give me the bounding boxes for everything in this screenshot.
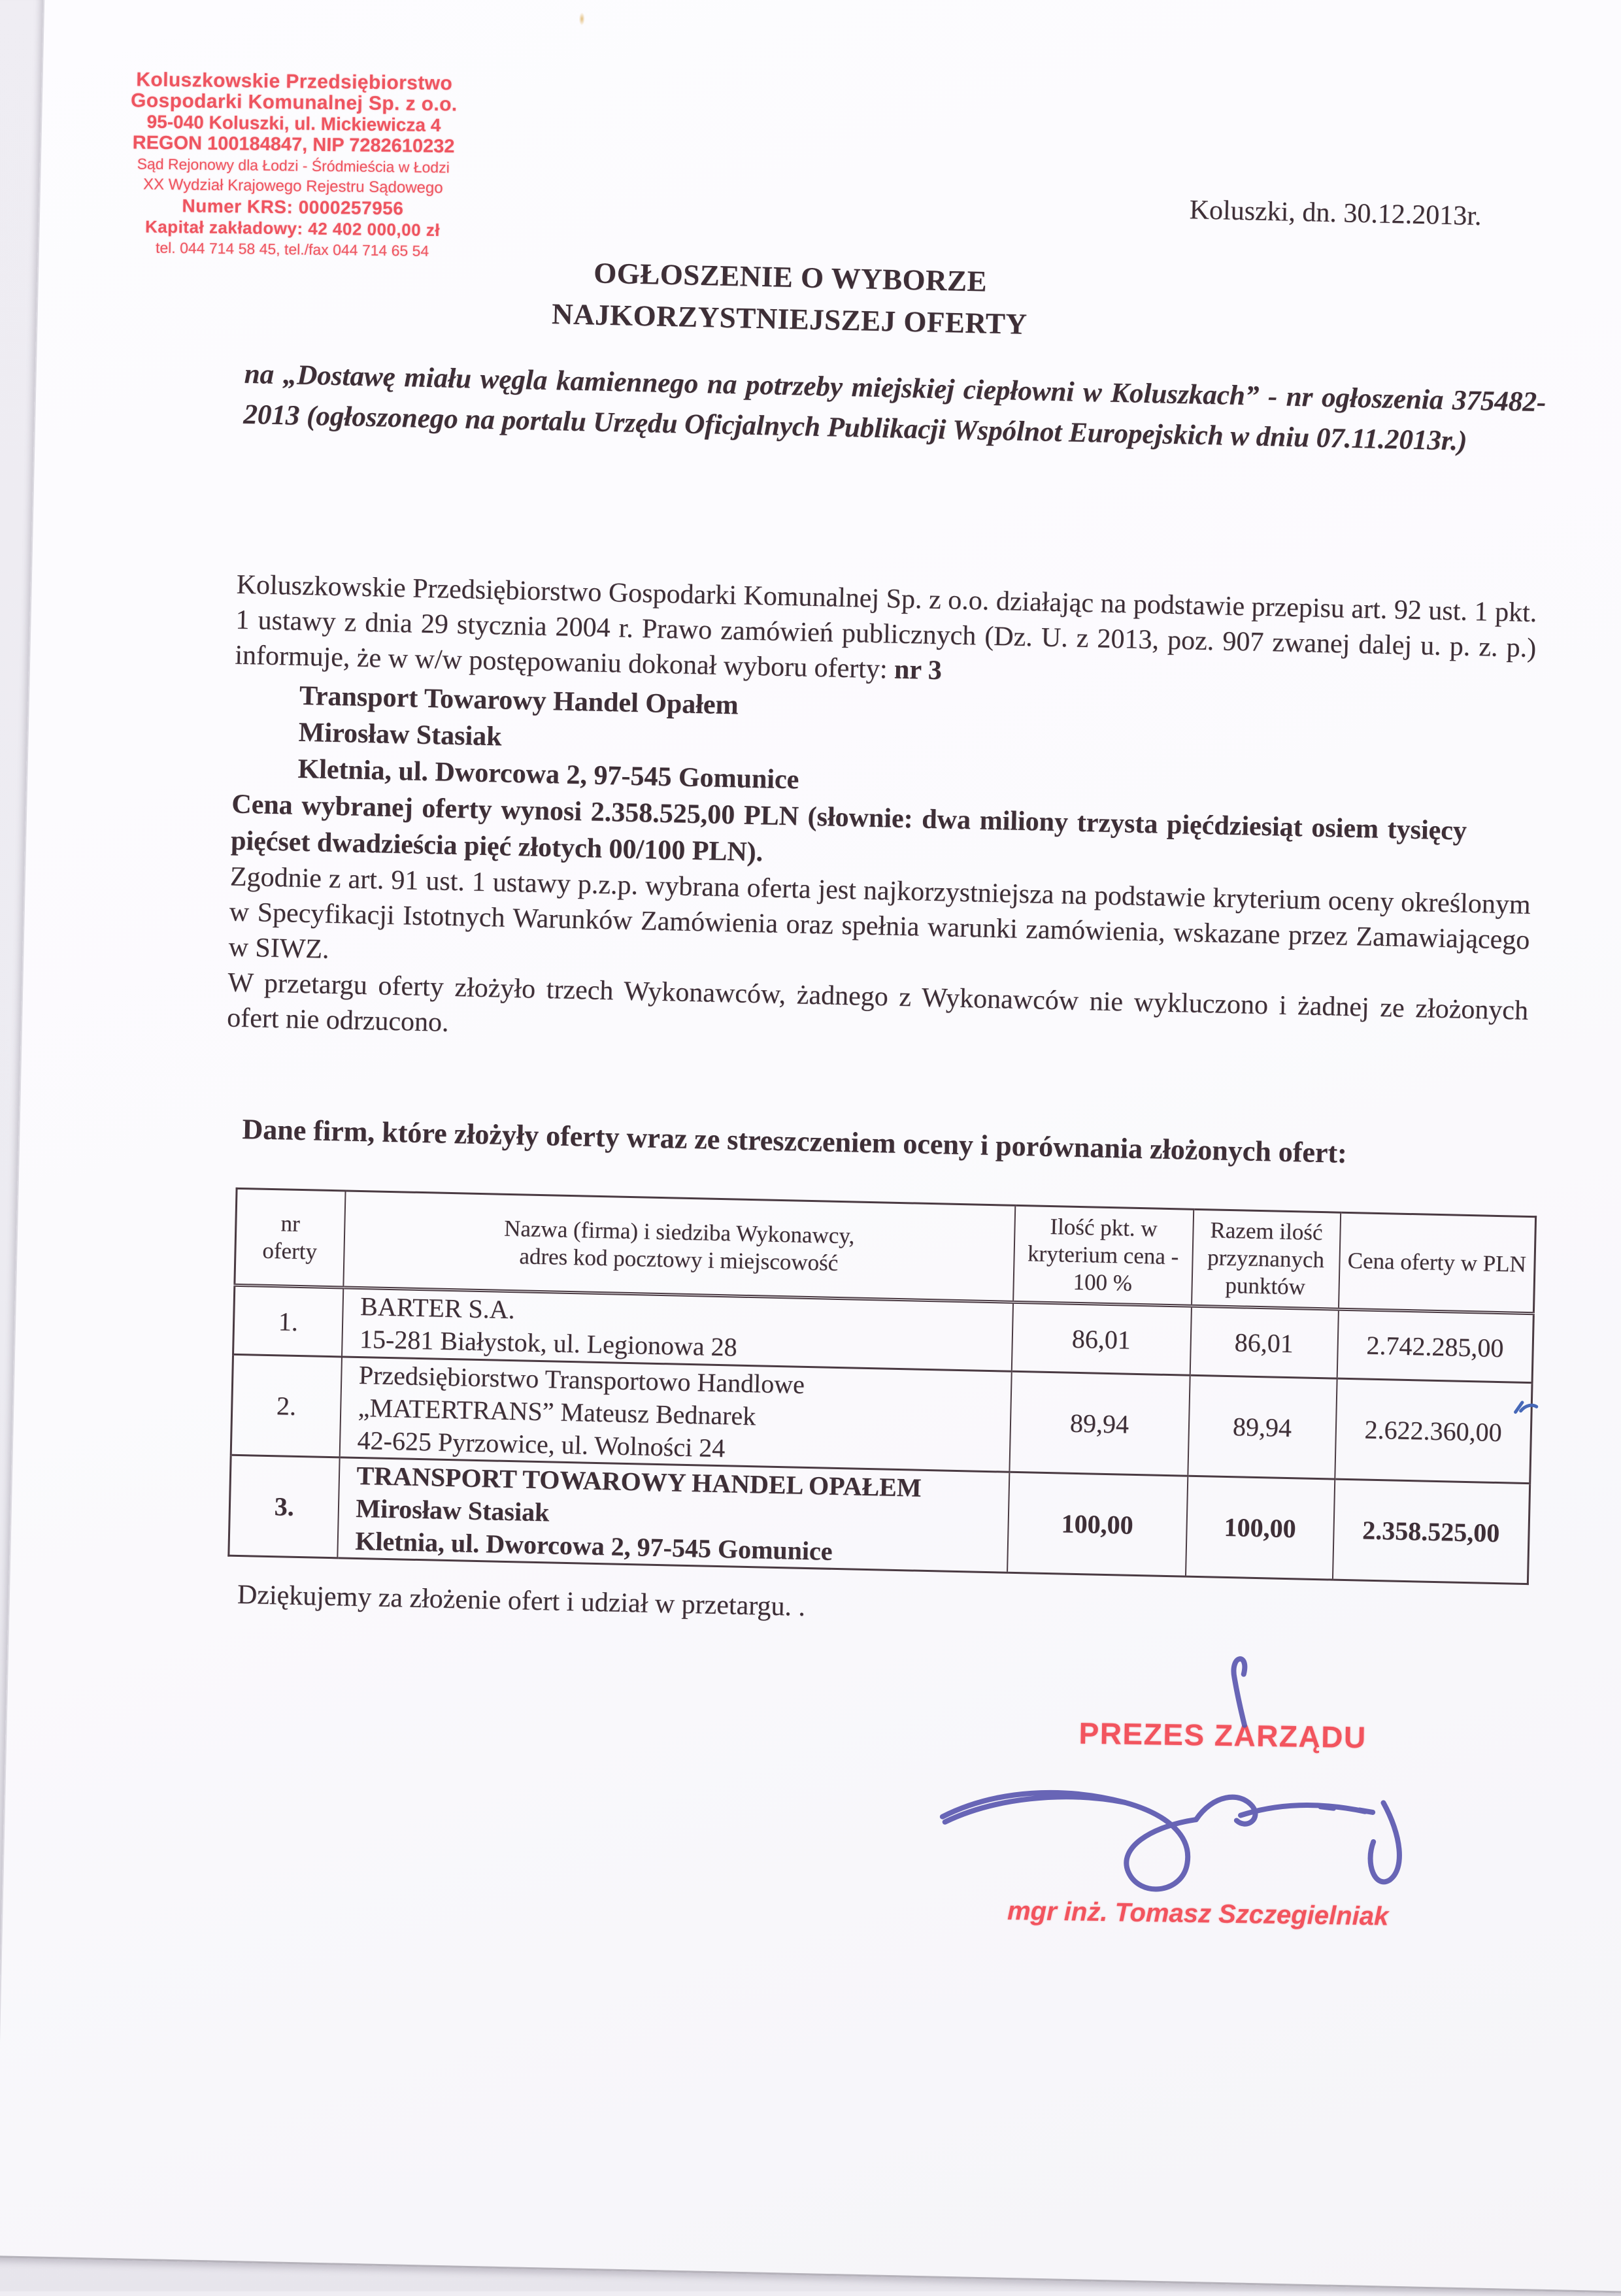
header-line: punktów — [1225, 1272, 1306, 1300]
document-title — [377, 247, 1202, 348]
header-line: przyznanych — [1207, 1244, 1325, 1273]
signature-leaf-stroke — [943, 1790, 1125, 1825]
closing-line: Dziękujemy za złożenie ofert i udział w przetargu. . — [237, 1580, 806, 1622]
header-nazwa — [343, 1191, 1015, 1302]
company-line: „MATERTRANS” Mateusz Bednarek — [358, 1392, 756, 1431]
points-cena: 86,01 — [1011, 1302, 1191, 1375]
points-total: 100,00 — [1185, 1476, 1334, 1580]
winner-price-line: Cena wybranej oferty wynosi 2.358.525,00 PLN (słownie: dwa miliony trzysta pięćdziesiąt osiem tysięcy pięćset dwadzieścia pięć złotych 00/100 PLN). — [230, 789, 1467, 868]
header-line: 100 % — [1073, 1269, 1133, 1296]
date-line: Koluszki, dn. 30.12.2013r. — [1189, 195, 1482, 232]
header-line: Ilość pkt. w — [1050, 1214, 1158, 1242]
company-line: Kletnia, ul. Dworcowa 2, 97-545 Gomunice — [354, 1525, 833, 1566]
company-stamp-line: Koluszkowskie Przedsiębiorstwo — [136, 69, 453, 95]
header-ilosc-pkt — [1013, 1205, 1194, 1306]
company-line: Mirosław Stasiak — [355, 1493, 550, 1527]
company-line: TRANSPORT TOWAROWY HANDEL OPAŁEM — [356, 1460, 922, 1503]
company-line: 42-625 Pyrzowice, ul. Wolności 24 — [357, 1425, 726, 1463]
scan-speck — [579, 12, 585, 25]
header-line: Nazwa (firma) i siedziba Wykonawcy, — [503, 1215, 855, 1249]
points-total: 89,94 — [1188, 1375, 1337, 1479]
selected-offer-number: nr 3 — [894, 654, 943, 686]
company-stamp-line: Gospodarki Komunalnej Sp. z o.o. — [130, 90, 458, 116]
pen-mark — [1511, 1397, 1540, 1419]
table-heading: Dane firm, które złożyły oferty wraz ze streszczeniem oceny i porównania złożonych ofert: — [242, 1113, 1348, 1169]
company-stamp-line: Kapitał zakładowy: 42 402 000,00 zł — [144, 216, 441, 241]
header-line: nr — [280, 1210, 301, 1237]
company-line: BARTER S.A. — [359, 1291, 516, 1325]
company-line: 15-281 Białystok, ul. Legionowa 28 — [359, 1324, 738, 1362]
company-line: Przedsiębiorstwo Transportowo Handlowe — [358, 1359, 805, 1399]
winner-owner: Mirosław Stasiak — [298, 717, 503, 752]
company-stamp-line: Numer KRS: 0000257956 — [182, 195, 404, 219]
header-line: adres kod pocztowy i miejscowość — [519, 1243, 839, 1276]
winner-address: Kletnia, ul. Dworcowa 2, 97-545 Gomunice — [297, 754, 799, 795]
title-line-1: OGŁOSZENIE O WYBORZE — [593, 256, 988, 298]
name-stamp: mgr inż. Tomasz Szczegielniak — [1007, 1896, 1389, 1931]
points-cena: 89,94 — [1009, 1371, 1190, 1476]
header-nr-oferty — [235, 1188, 345, 1288]
company-stamp-line: Sąd Rejonowy dla Łodzi - Śródmieścia w Łodzi — [137, 155, 450, 176]
offer-price: 2.742.285,00 — [1337, 1309, 1533, 1382]
body-text — [227, 567, 1537, 1064]
title-line-2: NAJKORZYSTNIEJSZEJ OFERTY — [551, 297, 1028, 341]
header-line: kryterium cena - — [1027, 1240, 1179, 1270]
offer-number: 2. — [231, 1354, 341, 1457]
header-razem — [1192, 1209, 1341, 1309]
points-cena: 100,00 — [1007, 1472, 1188, 1576]
company-stamp-line: tel. 044 714 58 45, tel./fax 044 714 65 54 — [155, 239, 429, 259]
offer-price: 2.358.525,00 — [1332, 1479, 1529, 1584]
company-stamp-line: 95-040 Koluszki, ul. Mickiewicza 4 — [146, 111, 441, 136]
company-stamp-line: XX Wydział Krajowego Rejestru Sądowego — [142, 175, 443, 197]
signature-top-curl — [1233, 1659, 1246, 1725]
signature-dash — [1320, 1806, 1333, 1808]
offer-number: 1. — [233, 1285, 343, 1357]
signature-loop — [1123, 1803, 1197, 1890]
header-line: oferty — [262, 1237, 318, 1265]
company-stamp-line: REGON 100184847, NIP 7282610232 — [132, 132, 455, 158]
paragraph-bidders: W przetargu oferty złożyło trzech Wykonawców, żadnego z Wykonawców nie wykluczono i żadnej ze złożonych ofert nie odrzucono. — [226, 967, 1529, 1038]
paragraph-criteria: Zgodnie z art. 91 ust. 1 ustawy p.z.p. wybrana oferta jest najkorzystniejsza na podstawie kryterium oceny określonym w Specyfikacji Istotnych Warunków Zamówienia oraz spełnia warunki zamówienia, wskazane przez Zamawiającego w SIWZ. — [228, 861, 1531, 965]
header-cena: Cena oferty w PLN — [1338, 1212, 1535, 1313]
offers-table — [227, 1188, 1537, 1585]
company-stamp — [103, 69, 484, 262]
header-line: Razem ilość — [1210, 1217, 1323, 1246]
paragraph-legal-basis-text: Koluszkowskie Przedsiębiorstwo Gospodarki Komunalnej Sp. z o.o. działając na podstawie przepisu art. 92 ust. 1 pkt. 1 ustawy z dnia 29 stycznia 2004 r. Prawo zamówień publicznych (Dz. U. z 2013, poz. 907 zwanej dalej u. p. z. p.) informuje, że w w/w postępowaniu dokonał wyboru oferty: — [234, 569, 1537, 685]
signature-curl — [1196, 1796, 1256, 1824]
offer-price: 2.622.360,00 — [1335, 1378, 1532, 1483]
handwritten-signature — [931, 1631, 1434, 1922]
offer-number: 3. — [229, 1455, 339, 1558]
signature-end-hook — [1370, 1803, 1401, 1882]
signature-dash — [1360, 1810, 1373, 1812]
subject-paragraph: na „Dostawę miału węgla kamiennego na potrzeby miejskiej ciepłowni w Koluszkach” - nr ogłoszenia 375482-2013 (ogłoszonego na portalu Urzędu Oficjalnych Publikacji Wspólnot Europejskich w dniu 07.11.2013r.) — [242, 358, 1546, 457]
offer-company — [339, 1357, 1011, 1472]
role-stamp: PREZES ZARZĄDU — [1078, 1716, 1367, 1755]
winner-company: Transport Towarowy Handel Opałem — [299, 680, 739, 721]
points-total: 86,01 — [1190, 1306, 1338, 1378]
offer-company — [337, 1457, 1009, 1572]
signature-horizontal — [1241, 1804, 1365, 1818]
